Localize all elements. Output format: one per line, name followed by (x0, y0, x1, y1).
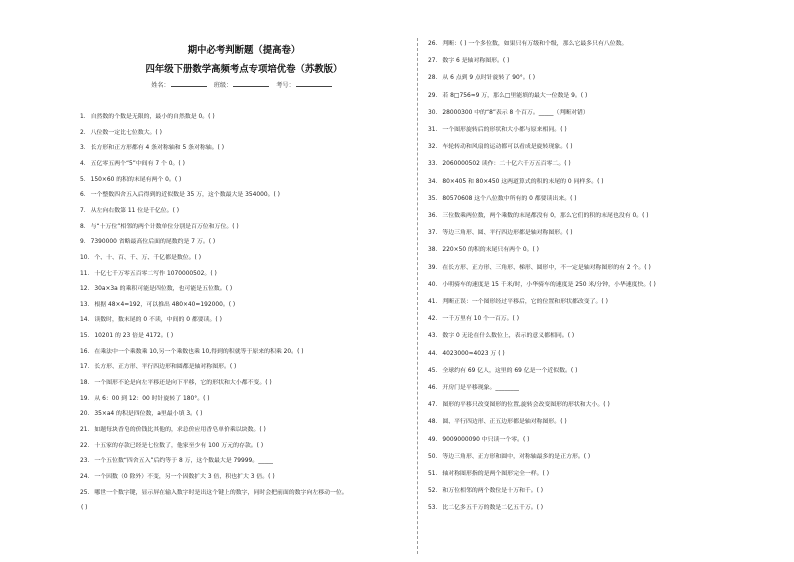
question-number: 42． (428, 316, 442, 323)
question-text: 判断正误：一个图形经过平移后，它的位置和形状都改变了。( ) (442, 299, 608, 305)
question-text: 个、十、百、千、万、千亿都是数位。( ) (94, 254, 201, 261)
question-text: 80570608 这个八位数中所有的 0 都要读出来。( ) (442, 195, 577, 202)
question-text: 7390000 省略最高位后面的尾数约是 7 万。( ) (90, 239, 216, 246)
question-number: 50． (428, 453, 442, 460)
question-text: 从左向右数第 11 位是千亿位。( ) (90, 207, 180, 214)
question-item (428, 351, 768, 358)
question-text: 一个图形旋转后的形状和大小都与原来相同。( ) (442, 127, 567, 133)
question-number: 30． (428, 109, 442, 116)
question-number: 41． (428, 299, 442, 305)
question-number: 43． (428, 333, 442, 340)
question-number: 9． (80, 239, 90, 246)
question-item (428, 41, 768, 48)
question-text: 八位数一定比七位数大。( ) (90, 129, 162, 136)
question-number: 5． (80, 176, 90, 183)
question-number: 34． (428, 178, 442, 185)
question-number: 25． (80, 489, 94, 496)
class-label: 班级： (213, 82, 233, 89)
question-number: 12． (80, 286, 94, 293)
question-item (428, 454, 768, 461)
question-item (80, 427, 414, 434)
question-text: 开房门是平移现象。________ (442, 385, 519, 391)
question-text: 与“十万位”相邻的两个计数单位分别是百万位和万位。( ) (90, 223, 239, 230)
question-text: 小明骑车的速度是 15 千米/时，小华骑车的速度是 250 米/分钟，小华速度快。( ) (442, 281, 656, 288)
page-title: 期中必考判断题（提高卷） (187, 45, 301, 56)
question-item (428, 385, 768, 392)
question-item (80, 114, 414, 121)
question-number: 33． (428, 161, 442, 168)
question-text: 在长方形、正方形、三角形、梯形、圆形中，不一定是轴对称图形的有 2 个。( ) (442, 264, 651, 271)
question-number: 22． (80, 442, 94, 449)
question-number: 39． (428, 264, 442, 271)
question-number: 51． (428, 471, 442, 477)
question-text: 150×60 的积的末尾有两个 0。( ) (90, 176, 182, 183)
question-number: 38． (428, 247, 442, 254)
question-text: 自然数的个数是无限的，最小的自然数是 0。( ) (90, 114, 215, 120)
name-blank[interactable] (171, 81, 207, 87)
question-item (80, 208, 414, 215)
question-number: 4． (80, 160, 90, 167)
exam-no-label: 考号： (276, 82, 295, 89)
question-item (80, 161, 414, 168)
question-number: 1． (80, 114, 90, 120)
question-number: 23． (80, 458, 94, 465)
question-number: 11． (80, 270, 94, 277)
question-item (80, 380, 414, 387)
question-number: 2． (80, 129, 90, 136)
question-text: 等边三角形、正方形和圆中，对称轴最多的是正方形。( ) (442, 453, 591, 460)
question-text: 若 8□756≈9 万，那么□里能填的最大一位数是 9。( ) (442, 92, 588, 99)
question-text: 等边三角形、圆、平行四边形都是轴对称图形。( ) (442, 230, 573, 237)
question-item (80, 177, 414, 184)
question-number: 7． (80, 207, 90, 214)
question-item (428, 247, 768, 254)
question-text: 全球约有 69 亿人，这里的 69 亿是一个近似数。( ) (442, 367, 578, 374)
question-text: 长方形、正方形、平行四边形和圆都是轴对称图形。( ) (94, 364, 237, 371)
question-number: 6． (80, 192, 90, 199)
question-text: 数字 6 是轴对称图形。( ) (442, 58, 510, 65)
question-item (80, 192, 414, 199)
question-number: 14． (80, 317, 94, 324)
question-item (428, 402, 768, 409)
question-item (80, 255, 414, 262)
question-item (428, 368, 768, 375)
question-text: ( ) (81, 505, 88, 512)
question-text: 哪世一个数字键，显示屏在输入数字时是出这个键上的数字，同时会把前面的数字向左移动一位。 (94, 489, 348, 496)
question-item (428, 488, 768, 495)
question-text: 三位数乘两位数，两个乘数的末尾都没有 0，那么它们的积的末尾也没有 0。( ) (442, 213, 649, 219)
question-text: 从 6 点到 9 点时针旋转了 90°。( ) (442, 75, 536, 82)
question-number: 27． (428, 58, 442, 65)
question-item (428, 75, 768, 82)
name-label: 姓名： (151, 82, 170, 89)
question-number: 44． (428, 350, 442, 357)
question-text: 数字 0 无论在什么数位上，表示的意义都相同。( ) (442, 333, 575, 340)
question-number: 24． (80, 473, 94, 480)
question-item (80, 130, 414, 137)
question-item (80, 317, 414, 324)
question-item (80, 490, 414, 497)
question-item (428, 213, 768, 220)
question-text: 根据 48×4=192，可以推出 480×40=192000。( ) (94, 301, 236, 308)
question-text: 10201 的 23 倍是 4172。( ) (94, 333, 174, 340)
question-item (428, 144, 768, 151)
question-number: 45． (428, 367, 442, 374)
question-number: 17． (80, 364, 94, 371)
question-item (80, 286, 414, 293)
question-number: 52． (428, 488, 442, 495)
question-number: 35． (428, 195, 442, 202)
question-number: 15． (80, 333, 94, 340)
question-item (80, 364, 414, 371)
question-text: 80×405 和 80×450 这两道算式的积的末尾的 0 同样多。( ) (442, 178, 604, 185)
question-item (428, 282, 768, 289)
question-item (80, 302, 414, 309)
column-divider (417, 38, 418, 554)
question-item (80, 474, 414, 481)
question-item (428, 127, 768, 134)
question-number: 19． (80, 395, 94, 402)
question-item (80, 505, 414, 512)
question-text: 判断：( ) 一个多位数，如果只有万级和个级，那么它最多只有八位数。 (442, 41, 628, 47)
question-number: 36． (428, 213, 442, 219)
question-item (80, 271, 414, 278)
question-item (80, 443, 414, 450)
question-text: 一个五位数“四舍五入”后约等于 8 万，这个数最大是 79999。_____ (94, 458, 273, 465)
student-info-row (78, 80, 410, 89)
question-number: 53． (428, 505, 442, 512)
question-text: 220×50 的积的末尾只有两个 0。( ) (442, 247, 539, 254)
question-text: 和万位相邻的两个数位是十万和千。( ) (442, 488, 544, 495)
question-number: 16． (80, 348, 94, 355)
question-number: 13． (80, 301, 94, 308)
question-item (428, 505, 768, 512)
question-text: 在乘法中一个乘数乘 10,另一个乘数也乘 10,得到的积就等于原来的积乘 20。( ) (94, 348, 304, 355)
question-number: 32． (428, 144, 442, 151)
question-number: 46． (428, 385, 442, 391)
question-number: 29． (428, 92, 442, 99)
question-text: 一个图形不论是向左平移还是向下平移，它的形状和大小都不变。( ) (94, 380, 272, 387)
question-item (428, 265, 768, 272)
question-text: 车轮转动和风扇的运动都可以看成是旋转现象。( ) (442, 144, 573, 151)
question-item (428, 196, 768, 203)
question-item (428, 110, 768, 117)
question-text: 长方形和正方形都有 4 条对称轴和 5 条对称轴。( ) (90, 145, 225, 152)
question-item (80, 458, 414, 465)
question-text: 图形的平移只改变图形的位置,旋转会改变图形的形状和大小。( ) (442, 402, 610, 409)
question-item (428, 179, 768, 186)
question-item (80, 349, 414, 356)
question-item (80, 333, 414, 340)
question-text: 28000300 中的“8”表示 8 个百万。_____（判断对错） (442, 109, 589, 116)
question-number: 47． (428, 402, 442, 409)
question-item (428, 230, 768, 237)
question-number: 26． (428, 41, 442, 47)
question-number: 31． (428, 127, 442, 133)
question-text: 如题每块香皂的价钱比其他的，求总价应用香皂单价乘以块数。( ) (94, 427, 266, 433)
question-text: 比二亿多五千万的数是二亿五千万。( ) (442, 505, 544, 512)
question-item (428, 161, 768, 168)
question-text: 轴对称图形指的是两个图形完全一样。( ) (442, 471, 549, 477)
question-number: 3． (80, 145, 90, 152)
question-text: 4023000≈4023 万 ( ) (442, 350, 505, 357)
question-number: 48． (428, 419, 442, 426)
page-subtitle: 四年级下册数学高频考点专项培优卷（苏教版） (145, 64, 343, 75)
question-number: 37． (428, 230, 442, 237)
question-text: 30a×3a 的乘积可能是四位数，也可能是五位数。( ) (94, 286, 233, 293)
question-item (80, 224, 414, 231)
question-text: 一个整数四舍五入后得到的近似数是 35 万，这个数最大是 354000。( ) (90, 192, 280, 199)
question-number: 8． (80, 223, 90, 230)
class-blank[interactable] (233, 81, 269, 87)
question-item (80, 239, 414, 246)
question-text: 35×a4 的积是四位数，a里最小填 3。( ) (94, 411, 203, 418)
exam-no-blank[interactable] (296, 81, 332, 87)
question-item (428, 471, 768, 478)
question-text: 从 6：00 到 12：00 时针旋转了 180°。( ) (94, 395, 210, 402)
question-text: 9009000090 中只读一个零。( ) (442, 436, 530, 443)
question-item (428, 316, 768, 323)
question-number: 21． (80, 427, 94, 433)
question-item (428, 58, 768, 65)
question-text: 五亿零五两个“5”中间有 7 个 0。( ) (90, 160, 185, 167)
question-item (80, 145, 414, 152)
question-item (428, 437, 768, 444)
question-number: 18． (80, 380, 94, 387)
question-text: 2060000502 读作：二十亿六千万五百零二。( ) (442, 161, 571, 168)
question-text: 圆、平行四边形、正五边形都是轴对称图形。( ) (442, 419, 567, 426)
question-item (80, 396, 414, 403)
question-item (428, 333, 768, 340)
question-text: 一千万里有 10 个一百万。( ) (442, 316, 520, 323)
question-item (80, 411, 414, 418)
question-number: 20． (80, 411, 94, 418)
question-number: 28． (428, 75, 442, 82)
question-item (428, 299, 768, 306)
question-text: 一个因数（0 除外）不变，另一个因数扩大 3 倍，积也扩大 3 倍。( ) (94, 473, 275, 480)
question-item (428, 93, 768, 100)
question-number: 40． (428, 281, 442, 288)
question-number: 49． (428, 436, 442, 443)
question-item (428, 419, 768, 426)
question-text: 读数时，数末尾的 0 不读，中间的 0 都要读。( ) (94, 317, 222, 324)
question-number: 10． (80, 254, 94, 261)
question-text: 十五家的存款已经是七位数了，他家至少有 100 万元的存款。( ) (94, 442, 264, 449)
question-text: 十亿七千万零五百零二写作 1070000502。( ) (94, 270, 217, 277)
